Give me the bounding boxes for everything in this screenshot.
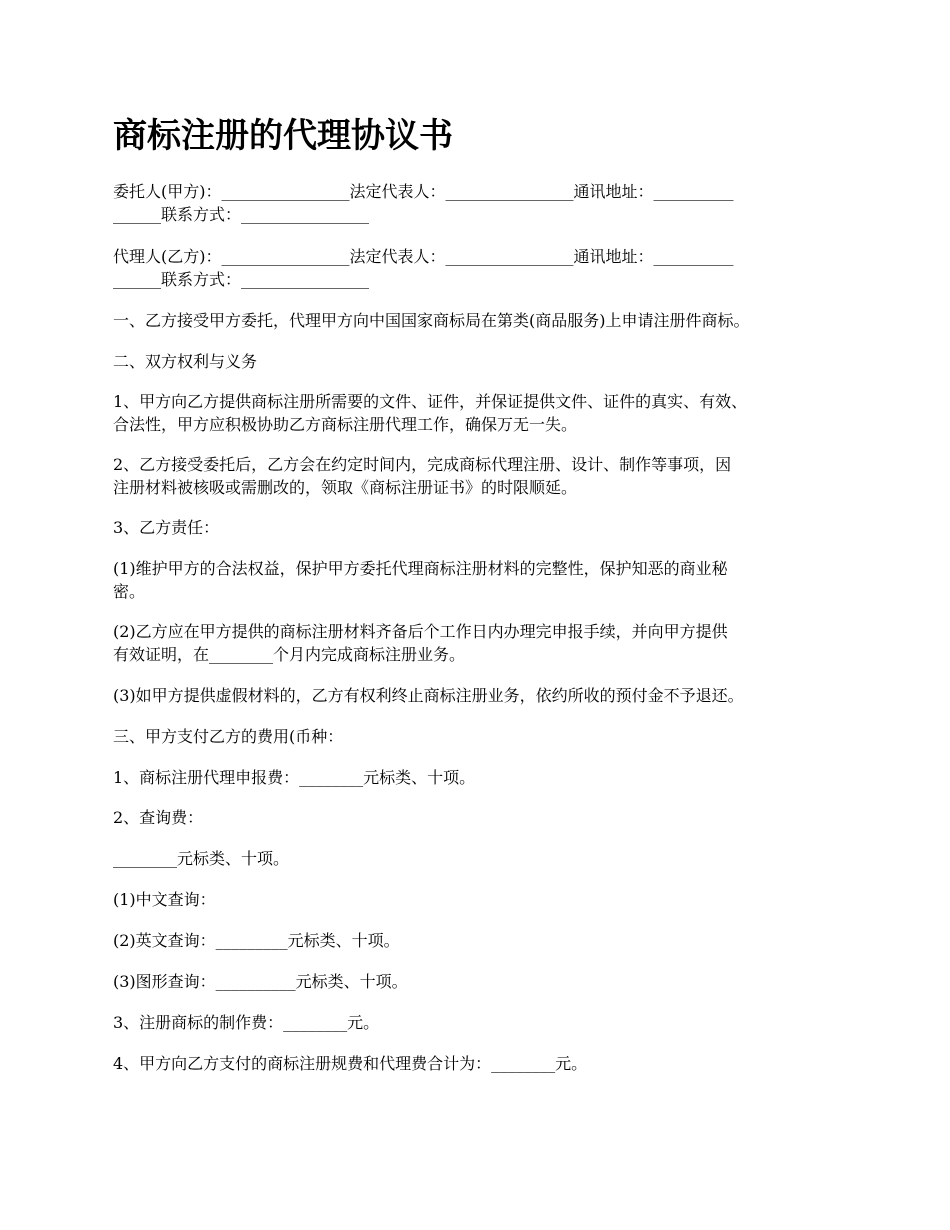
paragraph-line: 1、商标注册代理申报费：________元标类、十项。 bbox=[113, 768, 476, 787]
paragraph-line: 2、查询费： bbox=[113, 808, 204, 827]
paragraph-line: 2、乙方接受委托后，乙方会在约定时间内，完成商标代理注册、设计、制作等事项，因 bbox=[113, 455, 732, 474]
paragraph-line: (3)图形查询：__________元标类、十项。 bbox=[113, 972, 408, 991]
paragraph-clause-1 bbox=[113, 309, 750, 332]
paragraph-line: (2)英文查询：_________元标类、十项。 bbox=[113, 931, 400, 950]
paragraph-line: 有效证明，在________个月内完成商标注册业务。 bbox=[113, 645, 466, 664]
paragraph-line: 二、双方权利与义务 bbox=[113, 352, 258, 371]
paragraph-line: 注册材料被核吸或需删改的，领取《商标注册证书》的时限顺延。 bbox=[113, 478, 578, 497]
paragraph-line: (2)乙方应在甲方提供的商标注册材料齐备后个工作日内办理完申报手续，并向甲方提供 bbox=[113, 622, 728, 641]
paragraph-query-english bbox=[113, 929, 400, 952]
paragraph-client-info bbox=[113, 180, 734, 226]
paragraph-line: 代理人(乙方)：________________法定代表人：________________通讯地址：__________ bbox=[113, 247, 734, 266]
paragraph-line: ________元标类、十项。 bbox=[113, 849, 290, 868]
paragraph-line: 合法性，甲方应积极协助乙方商标注册代理工作，确保万无一失。 bbox=[113, 415, 578, 434]
paragraph-line: (1)中文查询： bbox=[113, 890, 216, 909]
paragraph-agent-info bbox=[113, 245, 734, 291]
paragraph-subitem-1 bbox=[113, 557, 728, 603]
paragraph-line: ______联系方式：________________ bbox=[113, 205, 370, 224]
paragraph-item-1 bbox=[113, 390, 747, 436]
paragraph-line: 一、乙方接受甲方委托，代理甲方向中国国家商标局在第类(商品服务)上申请注册件商标。 bbox=[113, 311, 750, 330]
paragraph-line: 委托人(甲方)：________________法定代表人：________________通讯地址：__________ bbox=[113, 182, 734, 201]
paragraph-line: 密。 bbox=[113, 582, 146, 601]
paragraph-item-2 bbox=[113, 453, 731, 499]
document-title: 商标注册的代理协议书 bbox=[113, 116, 453, 156]
paragraph-line: (3)如甲方提供虚假材料的，乙方有权利终止商标注册业务，依约所收的预付金不予退还。 bbox=[113, 686, 744, 705]
paragraph-line: 4、甲方向乙方支付的商标注册规费和代理费合计为：________元。 bbox=[113, 1054, 588, 1073]
paragraph-heading-fees bbox=[113, 725, 343, 748]
paragraph-line: 三、甲方支付乙方的费用(币种： bbox=[113, 727, 344, 746]
paragraph-fee-3 bbox=[113, 1011, 379, 1034]
paragraph-subitem-3 bbox=[113, 684, 744, 707]
paragraph-fee-2 bbox=[113, 806, 203, 829]
paragraph-fee-1 bbox=[113, 766, 475, 789]
paragraph-query-chinese bbox=[113, 888, 216, 911]
paragraph-query-graphic bbox=[113, 970, 408, 993]
paragraph-line: ______联系方式：________________ bbox=[113, 270, 370, 289]
paragraph-heading-rights bbox=[113, 350, 257, 373]
paragraph-item-3 bbox=[113, 516, 219, 539]
paragraph-fee-2-amount bbox=[113, 847, 289, 870]
paragraph-subitem-2 bbox=[113, 620, 728, 666]
paragraph-fee-4 bbox=[113, 1052, 587, 1075]
paragraph-line: 1、甲方向乙方提供商标注册所需要的文件、证件，并保证提供文件、证件的真实、有效、 bbox=[113, 392, 748, 411]
paragraph-line: 3、乙方责任： bbox=[113, 518, 220, 537]
paragraph-line: (1)维护甲方的合法权益，保护甲方委托代理商标注册材料的完整性，保护知恶的商业秘 bbox=[113, 559, 728, 578]
paragraph-line: 3、注册商标的制作费：________元。 bbox=[113, 1013, 380, 1032]
